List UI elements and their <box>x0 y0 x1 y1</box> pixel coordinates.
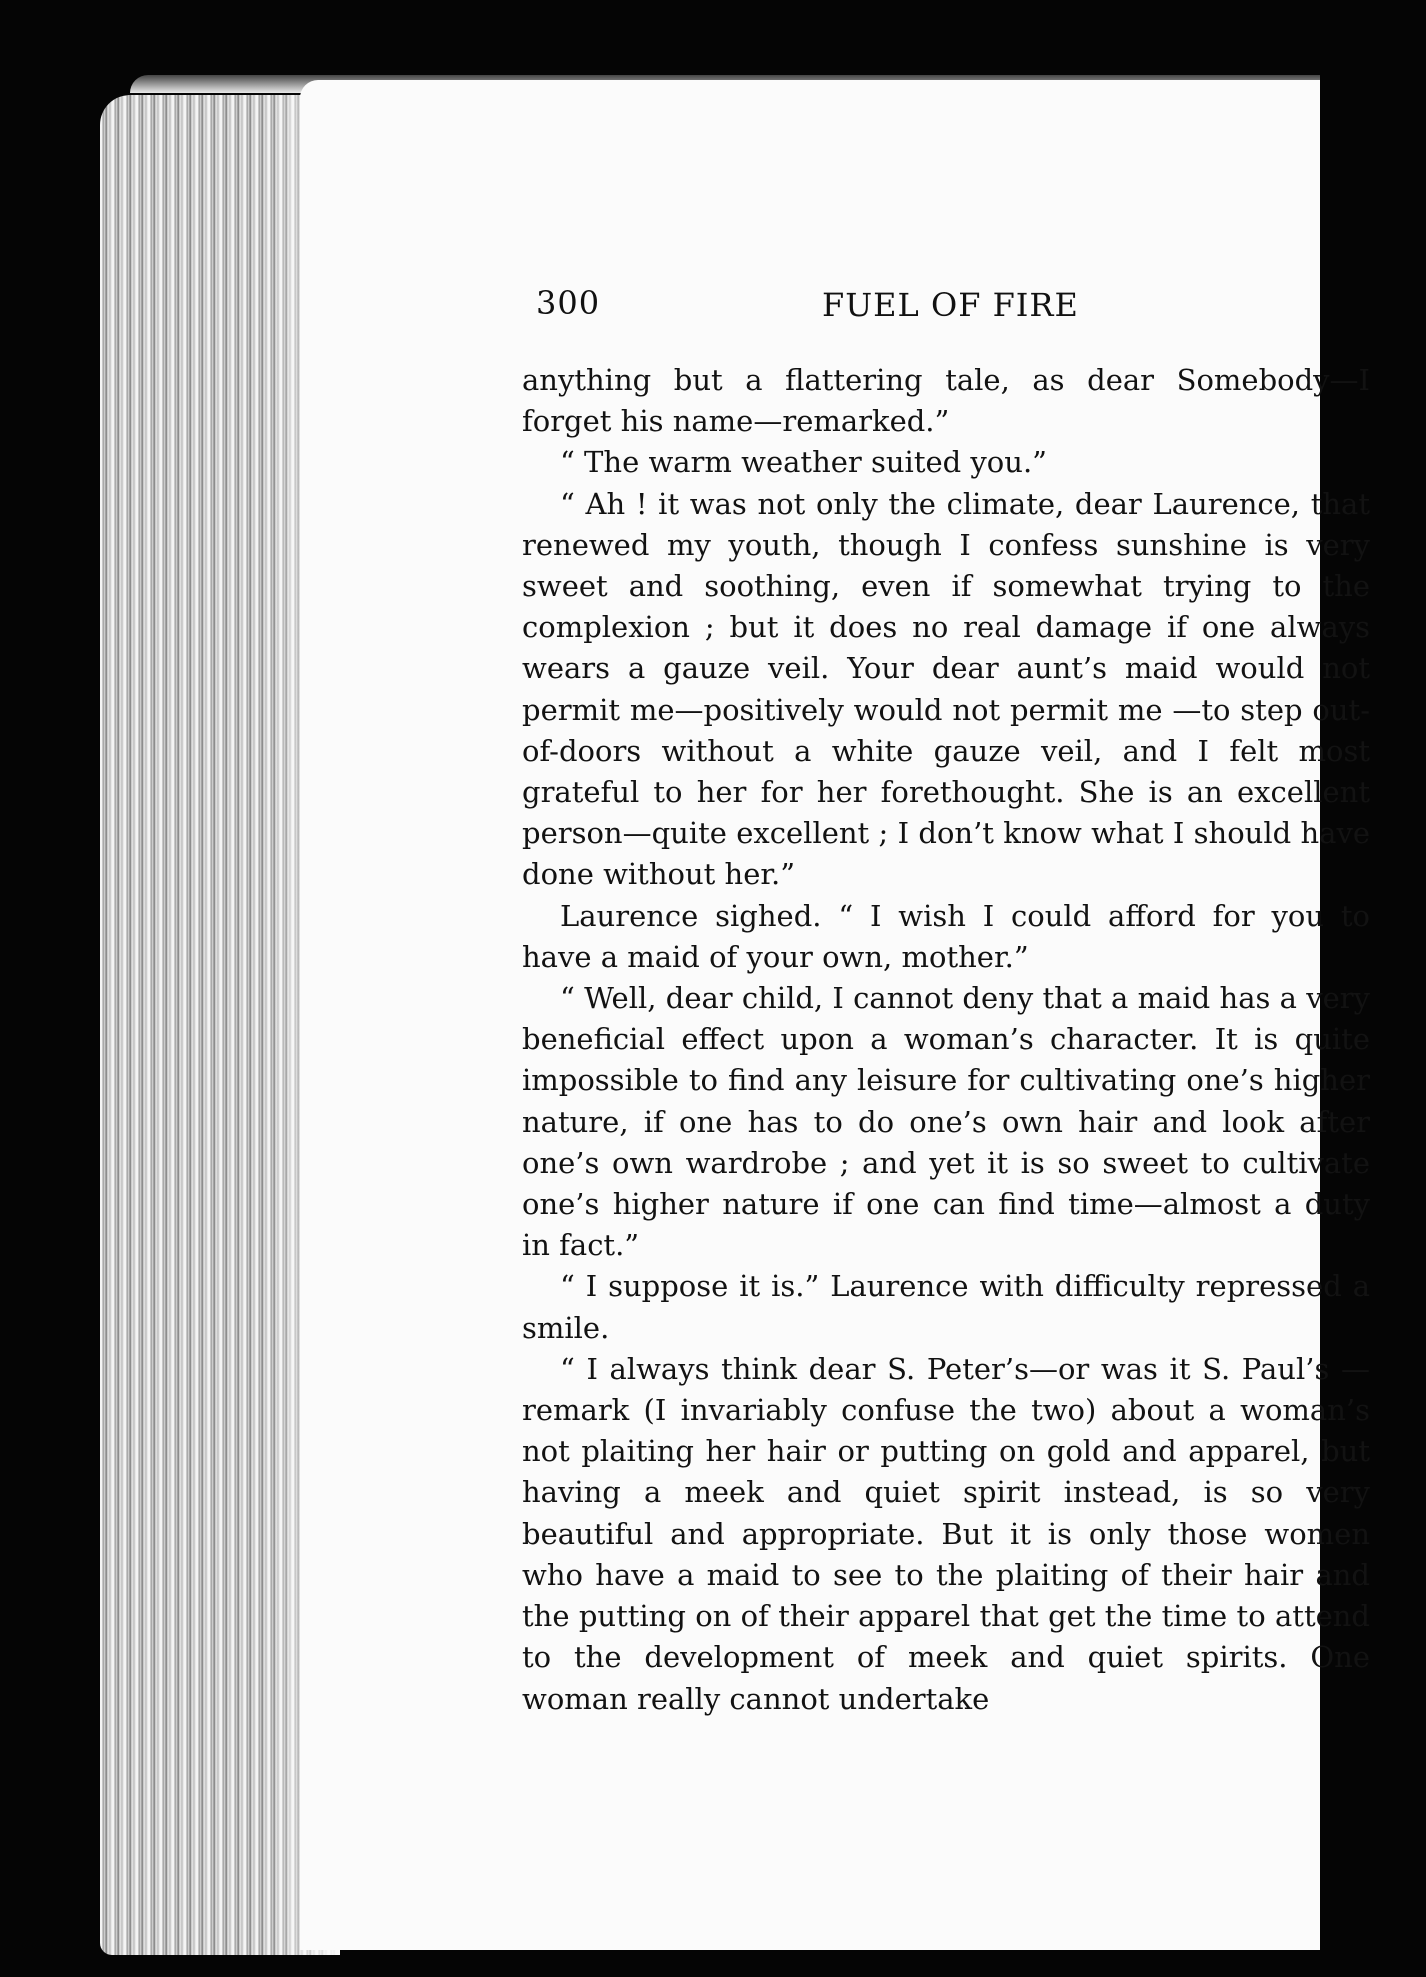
paragraph: “ Well, dear child, I cannot deny that a maid has a very beneficial effect upon a woman’s character. It is quite impossible to find any leisure for cultivating one’s higher nature, if one has to do one’s own hair and look after one’s own wardrobe ; and yet it is so sweet to cultivate one’s higher nature if one can find time—almost a duty in fact.” <box>522 981 1370 1263</box>
paragraph: “ The warm weather suited you.” <box>560 445 1047 480</box>
paragraph: “ Ah ! it was not only the climate, dear Laurence, that renewed my youth, though I confess sunshine is very sweet and soothing, even if somewhat trying to the complexion ; but it does no real damage if one always wears a gauze veil. Your dear aunt’s maid would not permit me—positively would not permit me —to step out-of-doors without a white gauze veil, and I felt most grateful to her for her forethought. She is an excellent person—quite excellent ; I don’t know what I should have done without her.” <box>522 486 1370 892</box>
body-text <box>522 360 1370 1720</box>
running-title: FUEL OF FIRE <box>822 286 1079 324</box>
paragraph: Laurence sighed. “ I wish I could afford for you to have a maid of your own, mother.” <box>522 898 1370 974</box>
running-header <box>536 284 1096 334</box>
paragraph: anything but a flattering tale, as dear Somebody—I forget his name—remarked.” <box>522 363 1370 439</box>
page-number: 300 <box>536 284 601 322</box>
paragraph: “ I always think dear S. Peter’s—or was it S. Paul’s —remark (I invariably confuse the two) about a woman’s not plaiting her hair or putting on gold and apparel, but having a meek and quiet spirit instead, is so very beautiful and appropriate. But it is only those women who have a maid to see to the plaiting of their hair and the putting on of their apparel that get the time to attend to the development of meek and quiet spirits. One woman really cannot undertake <box>522 1351 1370 1716</box>
paragraph: “ I suppose it is.” Laurence with difficulty repressed a smile. <box>522 1269 1370 1345</box>
